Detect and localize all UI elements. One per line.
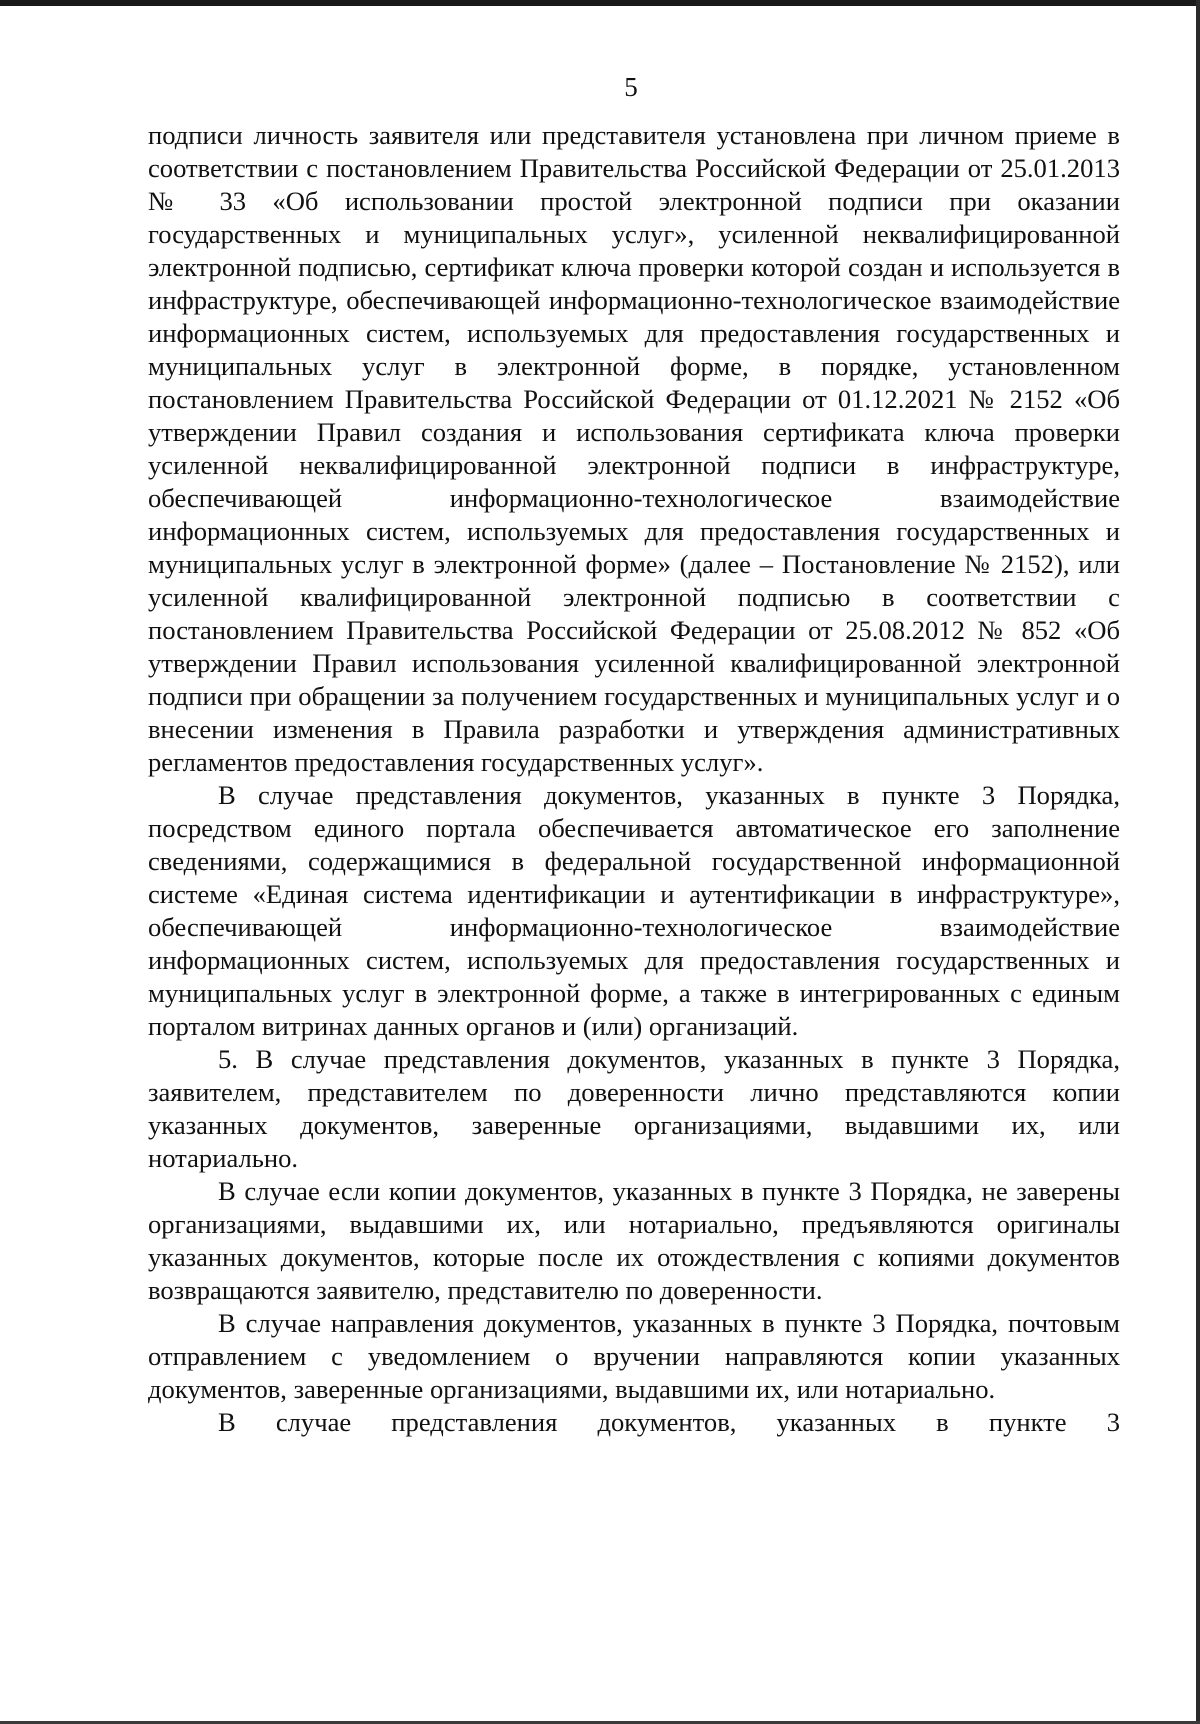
paragraph-postal-delivery: В случае направления документов, указанных в пункте 3 Порядка, почтовым отправлением с уведомлением о вручении направляются копии указанных документов, заверенные организациями, выдавшими их, или нотариально. [148,1308,1120,1404]
page-number: 5 [624,72,638,102]
paragraph-item-5: 5. В случае представления документов, указанных в пункте 3 Порядка, заявителем, представителем по доверенности лично представляются копии указанных документов, заверенные организациями, выдавшими их, или нотариально. [148,1044,1120,1173]
scan-border-top [0,0,1200,6]
paragraph-uncertified-copies: В случае если копии документов, указанных в пункте 3 Порядка, не заверены организациями, выдавшими их, или нотариально, предъявляются оригиналы указанных документов, которые после их отождествления с копиями документов возвращаются заявителю, представителю по доверенности. [148,1176,1120,1305]
paragraph-continuation: подписи личность заявителя или представителя установлена при личном приеме в соответствии с постановлением Правительства Российской Федерации от 25.01.2013 № 33 «Об использовании простой электронной подписи при оказании государственных и муниципальных услуг», усиленной неквалифицированной электронной подписью, сертификат ключа проверки которой создан и используется в инфраструктуре, обеспечивающей информационно-технологическое взаимодействие информационных систем, используемых для предоставления государственных и муниципальных услуг в электронной форме, в порядке, установленном постановлением Правительства Российской Федерации от 01.12.2021 № 2152 «Об утверждении Правил создания и использования сертификата ключа проверки усиленной неквалифицированной электронной подписи в инфраструктуре, обеспечивающей информационно-технологическое взаимодействие информационных систем, используемых для предоставления государственных и муниципальных услуг в электронной форме» (далее – Постановление № 2152), или усиленной квалифицированной электронной подписью в соответствии с постановлением Правительства Российской Федерации от 25.08.2012 № 852 «Об утверждении Правил использования усиленной квалифицированной электронной подписи при обращении за получением государственных и муниципальных услуг и о внесении изменения в Правила разработки и утверждения административных регламентов предоставления государственных услуг». [148,120,1120,777]
paragraph-portal-autofill: В случае представления документов, указанных в пункте 3 Порядка, посредством единого портала обеспечивается автоматическое его заполнение сведениями, содержащимися в федеральной государственной информационной системе «Единая система идентификации и аутентификации в инфраструктуре», обеспечивающей информационно-технологическое взаимодействие информационных систем, используемых для предоставления государственных и муниципальных услуг в электронной форме, а также в интегрированных с единым порталом витринах данных органов и (или) организаций. [148,780,1120,1041]
paragraph-truncated: В случае представления документов, указанных в пункте 3 [218,1407,1120,1437]
scan-border-right [1196,0,1200,1724]
document-body [148,119,1120,1439]
